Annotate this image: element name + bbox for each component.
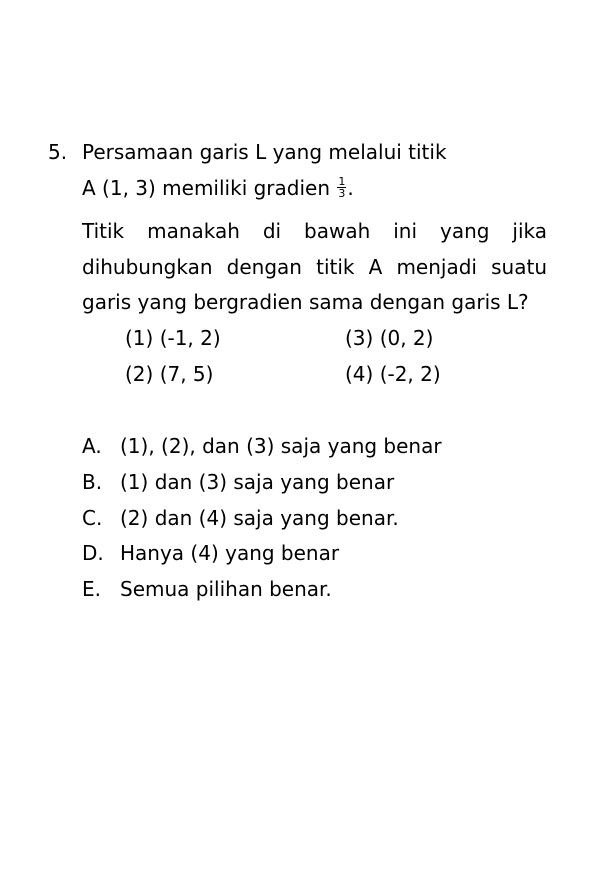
choice-text: (1) dan (3) saja yang benar	[120, 470, 395, 494]
choice-letter: C.	[82, 506, 103, 530]
choice-letter: E.	[82, 577, 101, 601]
choice-letter: B.	[82, 470, 103, 494]
question-line-2-text: A (1, 3) memiliki gradien	[82, 176, 331, 200]
choice-text: (1), (2), dan (3) saja yang benar	[120, 434, 442, 458]
choice-letter: A.	[82, 434, 102, 458]
fraction-numerator: 1	[338, 175, 346, 188]
point-option-3: (3) (0, 2)	[345, 326, 434, 350]
question-line-1: Persamaan garis L yang melalui titik	[82, 140, 447, 164]
choice-text: Hanya (4) yang benar	[120, 541, 340, 565]
question-line-5: garis yang bergradien sama dengan garis L?	[82, 290, 529, 314]
choice-text: Semua pilihan benar.	[120, 577, 332, 601]
point-option-1: (1) (-1, 2)	[125, 326, 221, 350]
answer-choice-c[interactable]	[82, 508, 399, 528]
question-line-2	[82, 175, 354, 201]
choice-text: (2) dan (4) saja yang benar.	[120, 506, 399, 530]
point-option-4: (4) (-2, 2)	[345, 362, 441, 386]
fraction-denominator: 3	[338, 187, 346, 200]
point-option-2: (2) (7, 5)	[125, 362, 214, 386]
question-line-4: dihubungkan dengan titik A menjadi suatu	[82, 255, 547, 279]
answer-choice-d[interactable]	[82, 543, 339, 563]
answer-choice-b[interactable]	[82, 472, 394, 492]
answer-choice-e[interactable]	[82, 579, 332, 599]
question-line-2-period: .	[347, 176, 354, 200]
gradient-fraction	[337, 176, 346, 199]
answer-choice-a[interactable]	[82, 436, 442, 456]
choice-letter: D.	[82, 541, 104, 565]
question-line-3: Titik manakah di bawah ini yang jika	[82, 219, 547, 243]
question-number: 5.	[48, 140, 68, 164]
